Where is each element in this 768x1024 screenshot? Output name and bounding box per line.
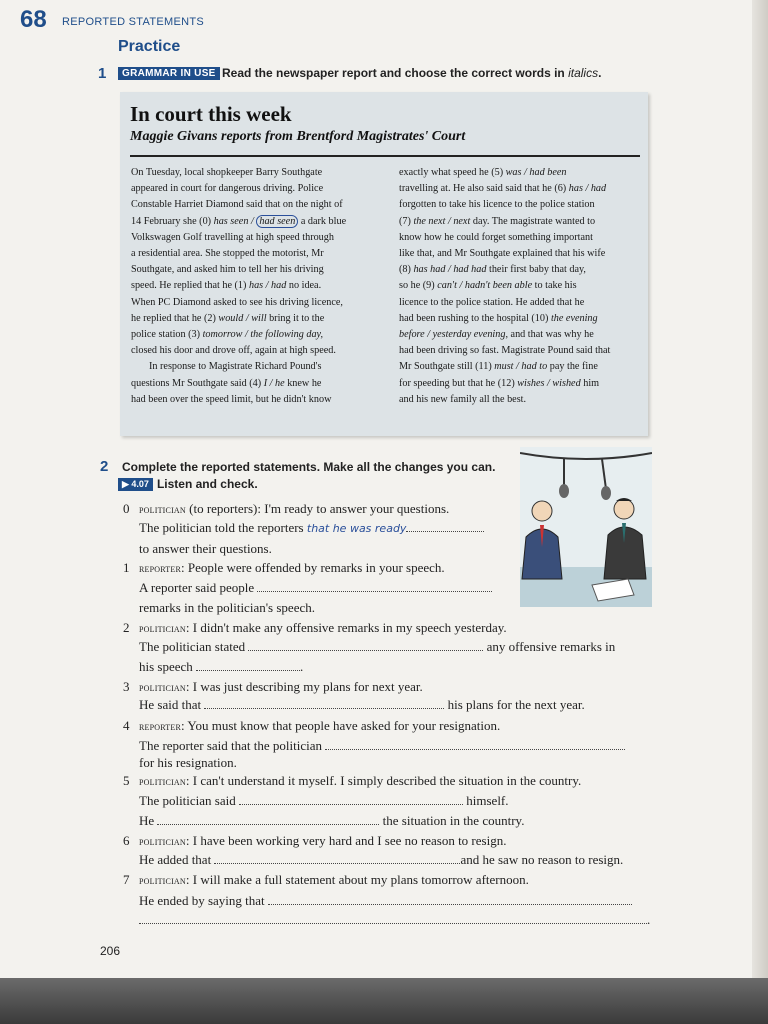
choice-8[interactable]: has had / had had: [413, 264, 487, 276]
article-line: When PC Diamond asked to see his driving licence,: [131, 296, 343, 308]
item-0-line: to answer their questions.: [139, 541, 272, 556]
choice-10b[interactable]: before / yesterday evening: [399, 329, 506, 341]
article-line: questions Mr Southgate said (4) I / he knew he: [131, 377, 322, 389]
choice-7[interactable]: the next / next: [413, 215, 471, 227]
article-line: he replied that he (2) would / will bring it to the: [131, 312, 325, 324]
article-line: and his new family all the best.: [399, 393, 527, 405]
article-line: police station (3) tomorrow / the following day,: [131, 329, 324, 341]
choice-6[interactable]: has / had: [568, 183, 607, 195]
item-2-prompt: politician: I didn't make any offensive remarks in my speech yesterday.: [139, 620, 507, 635]
article-line: know how he could forget something important: [399, 231, 593, 243]
item-number: 7: [123, 872, 130, 887]
item-4-line: for his resignation.: [139, 755, 237, 770]
answer-blank[interactable]: [204, 698, 444, 709]
item-0-prompt: politician (to reporters): I'm ready to answer your questions.: [139, 501, 450, 516]
article-line: closed his door and drove off, again at high speed.: [131, 345, 336, 357]
item-number: 1: [123, 560, 130, 575]
article-line: licence to the police station. He added that he: [399, 296, 585, 308]
item-0-line: The politician told the reporters that he was ready: [139, 520, 484, 536]
article-line: On Tuesday, local shopkeeper Barry Southgate: [131, 167, 323, 178]
article-line: speed. He replied that he (1) has / had no idea.: [131, 280, 322, 292]
page-number: 68: [20, 6, 47, 33]
answer-blank[interactable]: [214, 853, 460, 864]
practice-heading: Practice: [118, 38, 181, 55]
scan-shadow: [0, 978, 768, 1024]
item-7-line: .: [139, 912, 650, 928]
choice-0b-circled[interactable]: had seen: [256, 215, 298, 228]
article-line: appeared in court for dangerous driving. Police: [131, 183, 324, 195]
item-1-prompt: reporter: People were offended by remarks in your speech.: [139, 560, 445, 575]
article-column-2: [399, 165, 610, 408]
item-6-line: He added that and he saw no reason to resign.: [139, 852, 624, 867]
answer-blank[interactable]: [239, 794, 463, 805]
audio-track-badge[interactable]: ▶ 4.07: [118, 478, 153, 491]
item-2-line: his speech .: [139, 659, 304, 674]
article-line: so he (9) can't / hadn't been able to take his: [399, 280, 577, 292]
article-line: like that, and Mr Southgate explained that his wife: [399, 248, 606, 260]
choice-3[interactable]: tomorrow / the following day,: [202, 329, 324, 341]
item-1-line: remarks in the politician's speech.: [139, 600, 315, 615]
item-4-prompt: reporter: You must know that people have asked for your resignation.: [139, 718, 501, 733]
article-line: Southgate, and asked him to tell her his driving: [131, 264, 324, 276]
item-1-line: A reporter said people: [139, 580, 492, 596]
politician-cartoon: [520, 447, 652, 607]
article-line: (8) has had / had had their first baby that day,: [399, 264, 586, 276]
item-7-line: He ended by saying that: [139, 893, 632, 909]
item-5-prompt: politician: I can't understand it myself. I simply described the situation in the country.: [139, 773, 582, 788]
article-line: a residential area. She stopped the motorist, Mr: [131, 248, 324, 260]
answer-blank[interactable]: [268, 894, 632, 905]
article-line: (7) the next / next day. The magistrate wanted to: [399, 215, 596, 227]
article-byline: Maggie Givans reports from Brentford Magistrates' Court: [130, 129, 466, 144]
article-line: 14 February she (0) has seen / had seen a dark blue: [131, 215, 347, 227]
item-number: 3: [123, 679, 130, 694]
item-number: 4: [123, 718, 130, 733]
item-3-prompt: politician: I was just describing my plans for next year.: [139, 679, 423, 694]
answer-blank[interactable]: [248, 640, 483, 651]
item-3-line: He said that his plans for the next year.: [139, 697, 585, 712]
choice-12[interactable]: wishes / wished: [517, 377, 581, 389]
grammar-in-use-badge: GRAMMAR IN USE: [118, 67, 220, 80]
item-number: 2: [123, 620, 130, 635]
choice-0a[interactable]: has seen: [213, 215, 249, 227]
article-column-1: [131, 165, 346, 408]
headline-rule: [130, 155, 640, 157]
footer-page-number: 206: [100, 944, 121, 958]
choice-11[interactable]: must / had to: [494, 361, 548, 373]
article-line: In response to Magistrate Richard Pound's: [149, 361, 322, 373]
article-line: before / yesterday evening, and that was why he: [399, 329, 594, 341]
choice-4[interactable]: I / he: [263, 377, 285, 389]
item-number: 0: [123, 501, 130, 516]
example-answer: that he was ready: [306, 522, 407, 535]
choice-1[interactable]: has / had: [248, 280, 287, 292]
article-line: forgotten to take his licence to the police station: [399, 199, 595, 211]
answer-blank[interactable]: [325, 739, 625, 750]
torn-edge: [120, 420, 648, 444]
item-number: 5: [123, 773, 130, 788]
choice-9[interactable]: can't / hadn't been able: [437, 280, 533, 292]
exercise-1-number: 1: [98, 65, 107, 82]
item-number: 6: [123, 833, 130, 848]
item-5-line: He the situation in the country.: [139, 813, 525, 828]
article-line: had been driving so fast. Magistrate Pound said that: [399, 345, 611, 357]
article-line: for speeding but that he (12) wishes / wished him: [399, 377, 600, 389]
item-7-prompt: politician: I will make a full statement about my plans tomorrow afternoon.: [139, 872, 529, 887]
choice-5[interactable]: was / had been: [505, 167, 567, 178]
choice-2[interactable]: would / will: [218, 312, 267, 324]
item-4-line: The reporter said that the politician: [139, 738, 625, 754]
article-line: had been rushing to the hospital (10) the evening: [399, 312, 598, 324]
page-edge: [752, 0, 768, 978]
answer-blank[interactable]: [257, 581, 492, 592]
article-line: Constable Harriet Diamond said that on the night of: [131, 199, 343, 211]
article-line: Volkswagen Golf travelling at high speed through: [131, 231, 334, 243]
article-line: travelling at. He also said said that he (6) has / had: [399, 183, 607, 195]
item-2-line: The politician stated any offensive remarks in: [139, 639, 616, 654]
exercise-1-instruction: Read the newspaper report and choose the correct words in italics.: [222, 66, 602, 80]
section-title: REPORTED STATEMENTS: [62, 16, 204, 28]
article-line: Mr Southgate still (11) must / had to pay the fine: [399, 361, 598, 373]
exercise-2-number: 2: [100, 458, 109, 475]
answer-blank[interactable]: [139, 913, 647, 924]
answer-blank[interactable]: [157, 814, 379, 825]
article-line: had been over the speed limit, but he didn't know: [131, 393, 332, 405]
exercise-2-instruction: Complete the reported statements. Make all the changes you can.: [122, 460, 496, 474]
item-5-line: The politician said himself.: [139, 793, 509, 808]
choice-10a[interactable]: the evening: [550, 312, 598, 324]
article-line: exactly what speed he (5) was / had been: [399, 167, 567, 178]
listen-and-check: ▶ 4.07 Listen and check.: [118, 477, 258, 491]
article-headline: In court this week: [130, 102, 292, 126]
item-6-prompt: politician: I have been working very hard and I see no reason to resign.: [139, 833, 507, 848]
answer-blank[interactable]: [196, 660, 300, 671]
